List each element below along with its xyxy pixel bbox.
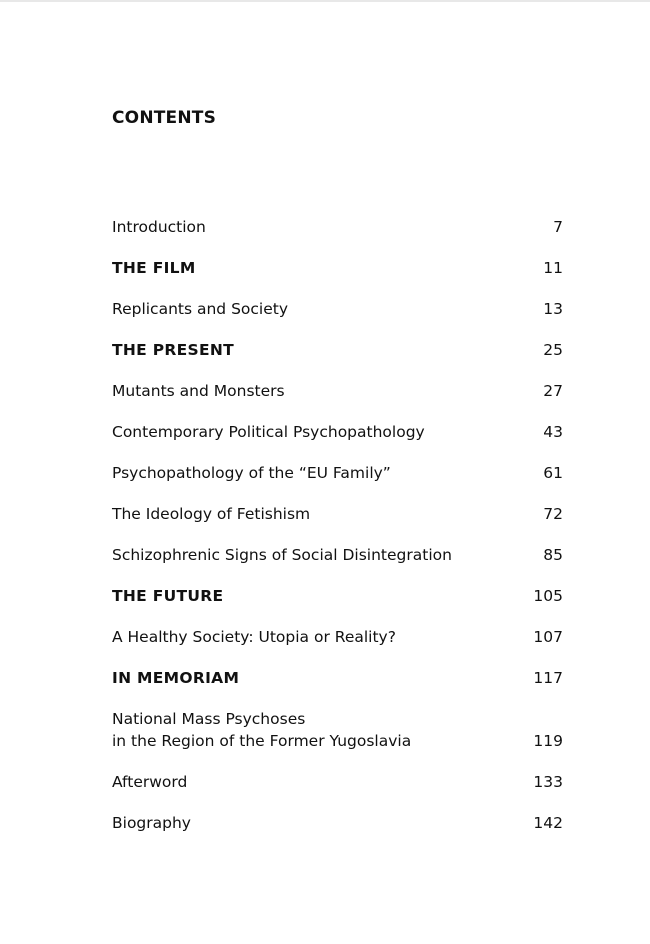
toc-entry-title: National Mass Psychoses in the Region of the Former Yugoslavia <box>112 710 412 750</box>
toc-chapter-entry <box>112 462 563 484</box>
toc-entry-page-number: 107 <box>533 628 563 646</box>
toc-entry-title: Biography <box>112 814 191 832</box>
toc-entry-title: Schizophrenic Signs of Social Disintegration <box>112 546 452 564</box>
toc-entry-page-number: 142 <box>533 814 563 832</box>
toc-chapter-entry <box>112 216 563 238</box>
toc-entry-page-number: 11 <box>543 259 563 277</box>
page-top-edge <box>0 0 650 2</box>
toc-entry-title: Psychopathology of the “EU Family” <box>112 464 391 482</box>
toc-entry-page-number: 105 <box>533 587 563 605</box>
toc-chapter-entry <box>112 771 563 793</box>
toc-entry-title: IN MEMORIAM <box>112 669 240 687</box>
toc-chapter-entry <box>112 812 563 834</box>
toc-entry-page-number: 7 <box>553 218 563 236</box>
table-of-contents <box>112 216 563 853</box>
toc-entry-page-number: 72 <box>543 505 563 523</box>
toc-entry-title: THE PRESENT <box>112 341 235 359</box>
toc-chapter-entry <box>112 421 563 443</box>
toc-chapter-entry <box>112 708 563 752</box>
toc-entry-page-number: 61 <box>543 464 563 482</box>
toc-entry-page-number: 117 <box>533 669 563 687</box>
toc-entry-title: The Ideology of Fetishism <box>112 505 311 523</box>
toc-entry-title: Contemporary Political Psychopathology <box>112 423 425 441</box>
toc-chapter-entry <box>112 298 563 320</box>
toc-entry-page-number: 27 <box>543 382 563 400</box>
toc-chapter-entry <box>112 503 563 525</box>
toc-section-entry <box>112 339 563 361</box>
toc-section-entry <box>112 585 563 607</box>
toc-entry-title: Introduction <box>112 218 206 236</box>
toc-entry-title: A Healthy Society: Utopia or Reality? <box>112 628 396 646</box>
toc-entry-page-number: 25 <box>543 341 563 359</box>
toc-entry-title: Mutants and Monsters <box>112 382 285 400</box>
toc-entry-title: Afterword <box>112 773 188 791</box>
toc-entry-page-number: 43 <box>543 423 563 441</box>
toc-entry-page-number: 85 <box>543 546 563 564</box>
toc-entry-title: THE FILM <box>112 259 196 277</box>
toc-entry-title: THE FUTURE <box>112 587 224 605</box>
toc-entry-page-number: 119 <box>533 732 563 750</box>
toc-entry-page-number: 133 <box>533 773 563 791</box>
toc-chapter-entry <box>112 626 563 648</box>
contents-heading: CONTENTS <box>112 108 217 128</box>
toc-section-entry <box>112 257 563 279</box>
toc-entry-page-number: 13 <box>543 300 563 318</box>
toc-chapter-entry <box>112 544 563 566</box>
toc-chapter-entry <box>112 380 563 402</box>
toc-section-entry <box>112 667 563 689</box>
toc-entry-title: Replicants and Society <box>112 300 289 318</box>
